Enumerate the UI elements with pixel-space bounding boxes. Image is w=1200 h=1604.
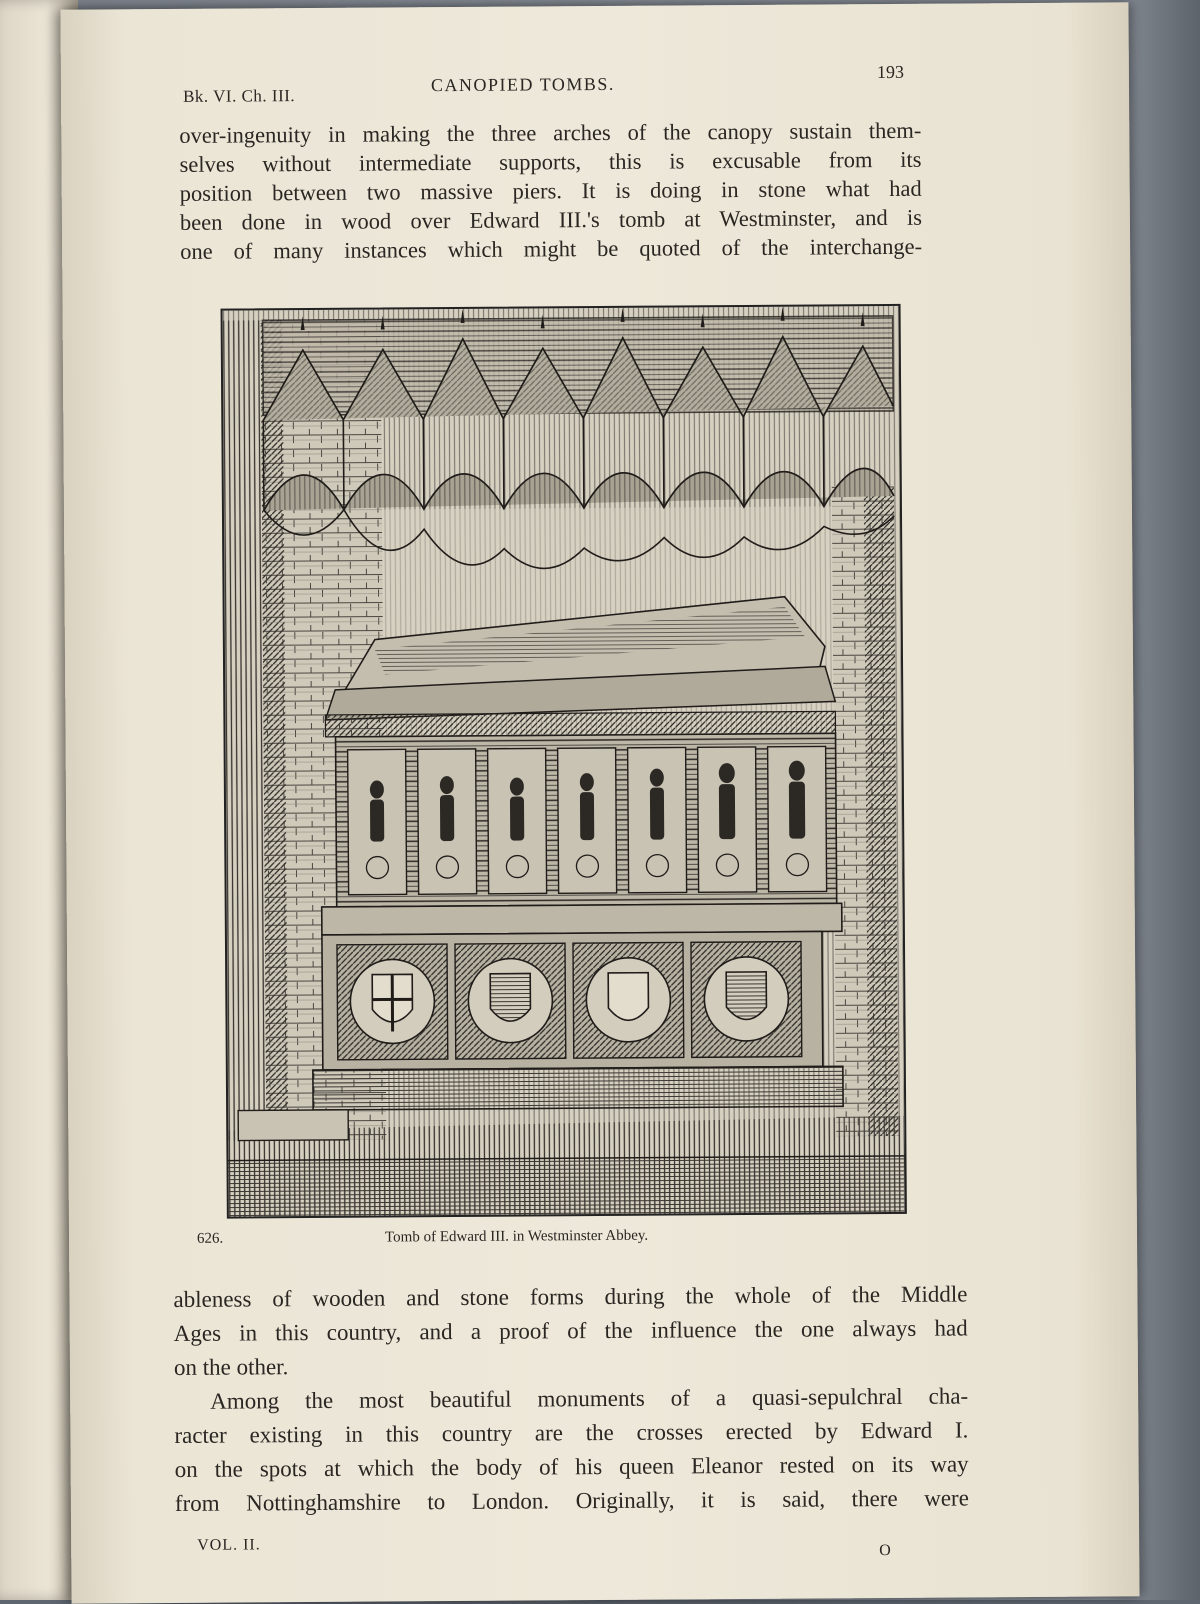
volume-label: VOL. II. xyxy=(197,1536,261,1554)
text-line: ableness of wooden and stone forms during the whole of the Middle xyxy=(173,1281,968,1312)
text-line: one of many instances which might be quoted of the interchange- xyxy=(180,233,923,264)
running-header-title: CANOPIED TOMBS. xyxy=(430,73,615,96)
page-footer xyxy=(71,1530,1139,1560)
text-line: from Nottinghamshire to London. Originally, it is said, there were xyxy=(174,1485,969,1516)
figure-number: 626. xyxy=(196,1230,224,1247)
running-header-book-chapter: Bk. VI. Ch. III. xyxy=(182,86,296,106)
text-line: selves without intermediate supports, this is excusable from its xyxy=(179,146,922,177)
page-number: 193 xyxy=(876,61,904,83)
signature-mark: O xyxy=(879,1541,891,1560)
text-line: over-ingenuity in making the three arches of the canopy sustain them- xyxy=(179,117,922,148)
text-line: on the spots at which the body of his queen Eleanor rested on its way xyxy=(174,1451,969,1482)
text-line: been done in wood over Edward III.'s tomb at Westminster, and is xyxy=(179,204,923,235)
text-line: Ages in this country, and a proof of the influence the one always had xyxy=(173,1315,968,1346)
figure-caption-text: Tomb of Edward III. in Westminster Abbey. xyxy=(384,1227,649,1246)
engraving-illustration xyxy=(221,304,907,1219)
running-header xyxy=(61,56,1129,106)
text-line: racter existing in this country are the crosses erected by Edward I. xyxy=(174,1417,969,1448)
body-text-bottom xyxy=(173,1277,969,1521)
text-line: Among the most beautiful monuments of a quasi-sepulchral cha- xyxy=(210,1383,969,1414)
book-page xyxy=(60,2,1139,1603)
body-text-top xyxy=(179,116,922,266)
tomb-engraving xyxy=(223,306,905,1217)
figure-caption xyxy=(69,1222,1137,1253)
text-line: on the other. xyxy=(173,1354,289,1380)
text-line: position between two massive piers. It is doing in stone what had xyxy=(179,175,922,206)
